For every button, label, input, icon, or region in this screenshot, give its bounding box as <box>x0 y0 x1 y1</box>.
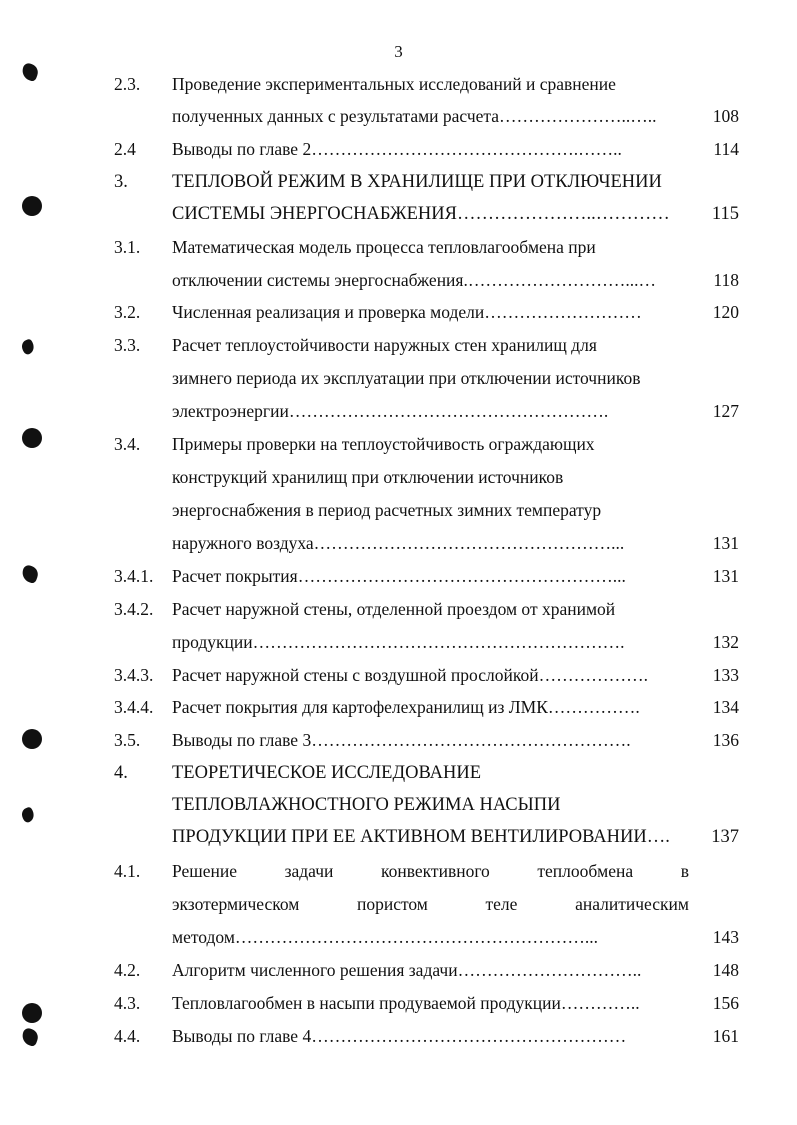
entry-word: экзотермическом <box>172 894 300 914</box>
entry-page: 143 <box>712 927 739 947</box>
toc-entry <box>0 70 797 98</box>
entry-title: Алгоритм численного решения задачи………………………….. <box>172 960 642 980</box>
toc-entry <box>0 956 797 984</box>
toc-entry <box>0 595 797 623</box>
entry-title: Выводы по главе 3………………………………………………. <box>172 730 631 750</box>
toc-chapter <box>0 759 797 787</box>
entry-number: 3.2. <box>114 302 141 322</box>
toc-entry-continuation <box>0 628 797 656</box>
entry-title: ПРОДУКЦИИ ПРИ ЕЕ АКТИВНОМ ВЕНТИЛИРОВАНИИ…. <box>172 827 670 847</box>
entry-title: ТЕПЛОВЛАЖНОСТНОГО РЕЖИМА НАСЫПИ <box>172 795 561 815</box>
entry-number: 4.2. <box>114 960 141 980</box>
entry-page: 148 <box>712 960 739 980</box>
entry-title: продукции………………………………………………………. <box>172 632 625 652</box>
entry-title: ТЕПЛОВОЙ РЕЖИМ В ХРАНИЛИЩЕ ПРИ ОТКЛЮЧЕНИИ <box>172 172 662 192</box>
toc-entry <box>0 135 797 163</box>
entry-page: 136 <box>712 730 739 750</box>
entry-title: Выводы по главе 4……………………………………………… <box>172 1026 627 1046</box>
toc-entry <box>0 298 797 326</box>
entry-number: 3.4.4. <box>114 697 154 717</box>
toc-entry-continuation <box>0 397 797 425</box>
entry-word: задачи <box>284 861 334 881</box>
entry-word: в <box>680 861 689 881</box>
toc-entry <box>0 1022 797 1050</box>
entry-number: 3.5. <box>114 730 141 750</box>
entry-title: зимнего периода их эксплуатации при отключении источников <box>172 368 641 388</box>
entry-title: Математическая модель процесса тепловлагообмена при <box>172 237 596 257</box>
entry-page: 115 <box>711 204 739 224</box>
toc-entry-continuation <box>0 791 797 819</box>
entry-number: 3.4.2. <box>114 599 154 619</box>
entry-page: 131 <box>712 566 739 586</box>
toc-entry <box>0 693 797 721</box>
toc-entry <box>0 989 797 1017</box>
entry-number: 3.4.3. <box>114 665 154 685</box>
entry-word: аналитическим <box>575 894 689 914</box>
toc-entry <box>0 661 797 689</box>
entry-number: 2.3. <box>114 74 141 94</box>
entry-number: 3.1. <box>114 237 141 257</box>
toc-entry-continuation <box>0 364 797 392</box>
entry-number: 4.3. <box>114 993 141 1013</box>
entry-title: конструкций хранилищ при отключении источников <box>172 467 564 487</box>
entry-page: 132 <box>712 632 739 652</box>
entry-word: теле <box>485 894 518 914</box>
page-number: 3 <box>394 42 403 61</box>
entry-title: Расчет покрытия для картофелехранилищ из ЛМК……………. <box>172 697 640 717</box>
entry-page: 134 <box>712 697 739 717</box>
entry-title: энергоснабжения в период расчетных зимних температур <box>172 500 602 520</box>
entry-word: теплообмена <box>537 861 634 881</box>
toc-entry-continuation <box>0 529 797 557</box>
entry-number: 2.4 <box>114 139 136 159</box>
entry-title: Проведение экспериментальных исследований и сравнение <box>172 74 616 94</box>
entry-page: 127 <box>712 401 739 421</box>
toc-entry <box>0 430 797 458</box>
entry-page: 108 <box>712 106 739 126</box>
entry-page: 156 <box>712 993 739 1013</box>
entry-number: 4.1. <box>114 861 141 881</box>
entry-word: Решение <box>172 861 238 881</box>
entry-word: пористом <box>356 894 428 914</box>
entry-title: наружного воздуха……………………………………………... <box>172 533 625 553</box>
toc-entry <box>0 562 797 590</box>
entry-page: 133 <box>712 665 739 685</box>
entry-number: 4. <box>114 763 128 783</box>
entry-number: 3.4.1. <box>114 566 154 586</box>
toc-entry <box>0 331 797 359</box>
entry-number: 4.4. <box>114 1026 141 1046</box>
entry-title: электроэнергии………………………………………………. <box>172 401 609 421</box>
entry-number: 3.3. <box>114 335 141 355</box>
toc-entry <box>0 726 797 754</box>
entry-page: 137 <box>711 827 739 847</box>
entry-number: 3. <box>114 172 128 192</box>
entry-title: Примеры проверки на теплоустойчивость ограждающих <box>172 434 595 454</box>
toc-entry <box>0 857 797 885</box>
entry-number: 3.4. <box>114 434 141 454</box>
entry-title <box>172 857 689 885</box>
entry-word: конвективного <box>381 861 490 881</box>
entry-title: СИСТЕМЫ ЭНЕРГОСНАБЖЕНИЯ…………………..………… <box>172 204 670 224</box>
toc-entry-continuation <box>0 266 797 294</box>
entry-page: 120 <box>712 302 739 322</box>
entry-title: Численная реализация и проверка модели……………………… <box>172 302 642 322</box>
toc-entry-continuation <box>0 823 797 851</box>
toc-chapter <box>0 168 797 196</box>
toc-entry-continuation <box>0 890 797 918</box>
toc-entry-continuation <box>0 102 797 130</box>
entry-title: Расчет покрытия………………………………………………... <box>172 566 626 586</box>
entry-title: Расчет наружной стены, отделенной проездом от хранимой <box>172 599 616 619</box>
entry-page: 118 <box>713 270 739 290</box>
entry-title: Выводы по главе 2……………………………………….…….. <box>172 139 622 159</box>
toc-entry-continuation <box>0 923 797 951</box>
toc-entry-continuation <box>0 463 797 491</box>
entry-title <box>172 890 689 918</box>
entry-page: 131 <box>712 533 739 553</box>
entry-page: 161 <box>712 1026 739 1046</box>
entry-title: полученных данных с результатами расчета…………………..….. <box>172 106 657 126</box>
entry-title: Тепловлагообмен в насыпи продуваемой продукции………….. <box>172 993 640 1013</box>
entry-title: Расчет наружной стены с воздушной прослойкой………………. <box>172 665 648 685</box>
entry-title: отключении системы энергоснабжения.………………………...… <box>172 270 656 290</box>
toc-entry-continuation <box>0 200 797 228</box>
toc-entry <box>0 233 797 261</box>
entry-title: Расчет теплоустойчивости наружных стен хранилищ для <box>172 335 597 355</box>
entry-title: ТЕОРЕТИЧЕСКОЕ ИССЛЕДОВАНИЕ <box>172 763 481 783</box>
toc-entry-continuation <box>0 496 797 524</box>
entry-page: 114 <box>713 139 739 159</box>
entry-title: методом……………………………………………………... <box>172 927 599 947</box>
